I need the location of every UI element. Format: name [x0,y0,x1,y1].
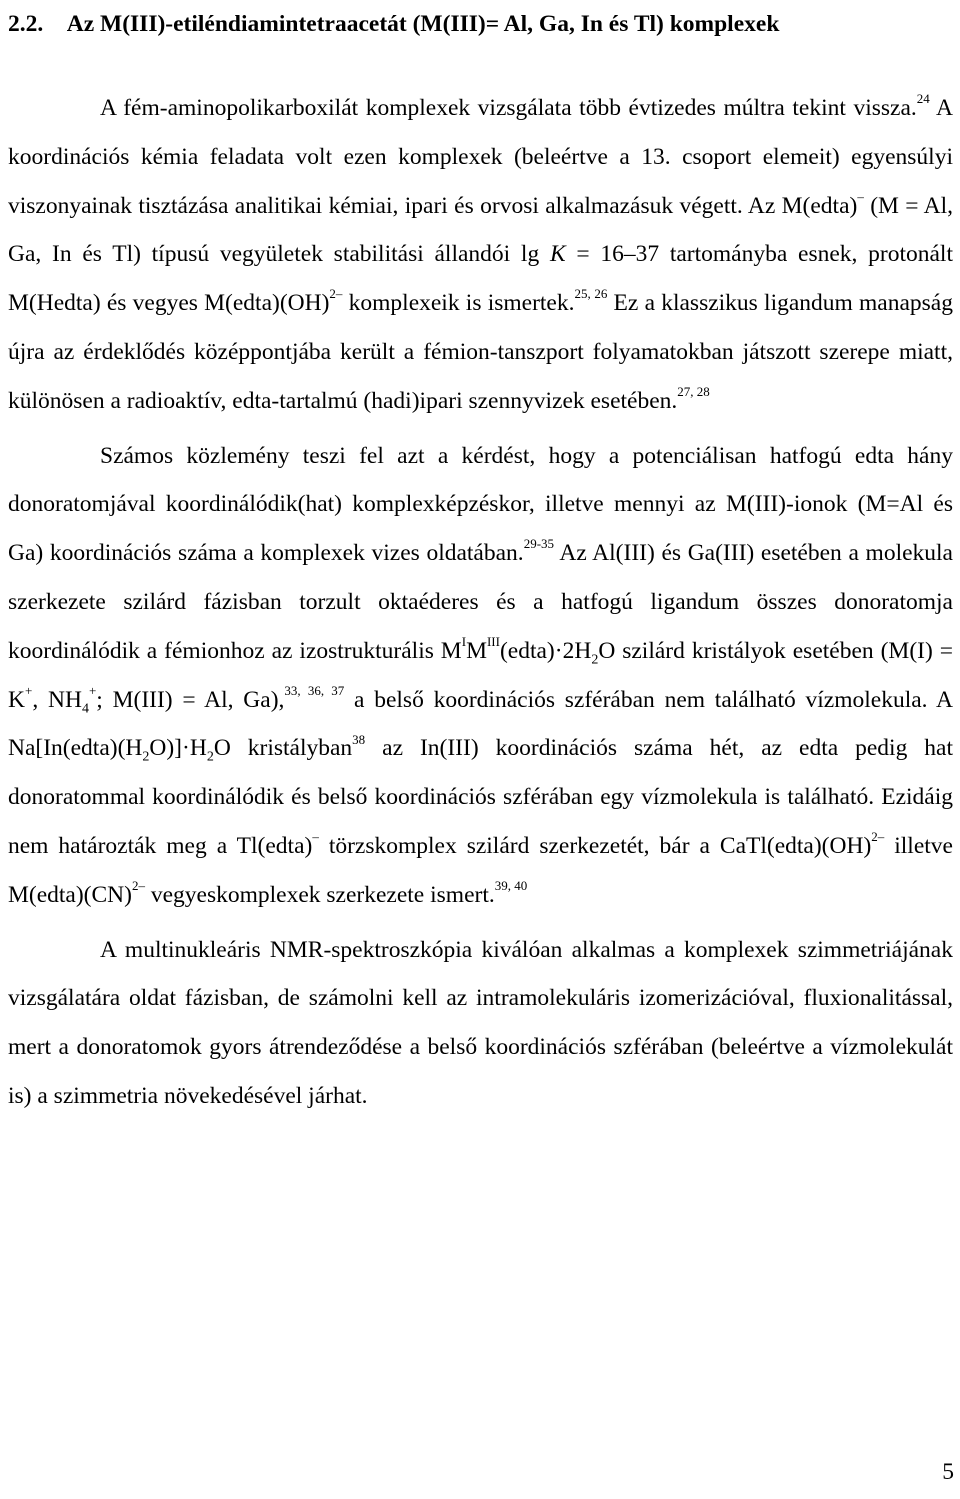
body-text [8,84,953,1121]
charge-superscript: 2– [871,829,885,845]
stability-constant-symbol: K [549,241,566,268]
section-heading [8,2,953,47]
section-title: Az M(III)-etiléndiamintetraacetát (M(III)= Al, Ga, In és Tl) komplexek [66,11,780,37]
reference-25-26: 25, 26 [574,286,608,302]
reference-33-36-37: 33, 36, 37 [284,682,345,698]
charge-superscript: 2– [131,877,145,893]
page-number: 5 [942,1459,954,1485]
reference-39-40: 39, 40 [494,877,528,893]
paragraph-intro: A fém-aminopolikarboxilát komplexek vizsgálata több évtizedes múltra tekint vissza.$^{24}$ A koordinációs kémia feladata volt ezen komplexek (beleértve a 13. csoport elemeit) egyensúlyi viszonyainak tisztázása analitikai kémiai, ipari és orvosi alkalmazásuk végett. Az M(edta)– (M = Al, Ga, In és Tl) típusú vegyületek stabilitási állandói lg K = 16–37 tartományba esnek, protonált M(Hedta) és vegyes M(edta)(OH)$^{2-}$ komplexeik is ismertek.$^{25, 26}$ Ez a klasszikus ligandum manapság újra az érdeklődés középpontjába került a fémion-tanszport folyamatokban játszott szerepe miatt, különösen a radioaktív, edta-tartalmú (hadi)ipari szennyvizek esetében.$^{27, 28}$ [8,91,953,414]
reference-38: 38 [352,731,366,747]
reference-27-28: 27, 28 [677,383,710,399]
charge-superscript: – [857,188,864,204]
section-number: 2.2. [8,11,44,37]
paragraph-coordination: Számos közlemény teszi fel azt a kérdést, hogy a potenciálisan hatfogú edta hány donoratomjával koordinálódik(hat) komplexképzéskor, illetve mennyi az M(III)-ionok (M=Al és Ga) koordinációs száma a komplexek vizes oldatában.$^{29-35}$ Az Al(III) és Ga(III) esetében a molekula szerkezete szilárd fázisban torzult oktaéderes és a hatfogú ligandum összes donoratomja koordinálódik a fémionhoz az izostrukturális $M^IM^{III}(edta)\cdot 2H_2O$ szilárd kristályok esetében (M(I) = K+, $NH_4^+$; M(III) = Al, Ga),$^{33, 36, 37}$ a belső koordinációs szférában nem található vízmolekula. A $Na[In(edta)(H_2O)]\cdot H_2O$ kristályban$^{38}$ az In(III) koordinációs száma hét, az edta pedig hat donoratommal koordinálódik és belső koordinációs szférában egy vízmolekula is található. Ezidáig nem határozták meg a Tl(edta)– törzskomplex szilárd szerkezetét, bár a CaTl(edta)(OH)$^{2-}$ illetve M(edta)(CN)$^{2-}$ vegyeskomplexek szerkezete ismert.$^{39, 40}$ [8,442,953,908]
reference-24: 24 [916,91,930,107]
charge-superscript: – [312,829,319,845]
charge-superscript: 2– [329,286,343,302]
reference-29-35: 29-35 [523,536,555,552]
paragraph-nmr: A multinukleáris NMR-spektroszkópia kiválóan alkalmas a komplexek szimmetriájának vizsgálatára oldat fázisban, de számolni kell az intramolekuláris izomerizációval, fluxionalitással, mert a donoratomok gyors átrendeződése a belső koordinációs szférában (beleértve a vízmolekulát is) a szimmetria növekedésével járhat. [8,936,953,1109]
